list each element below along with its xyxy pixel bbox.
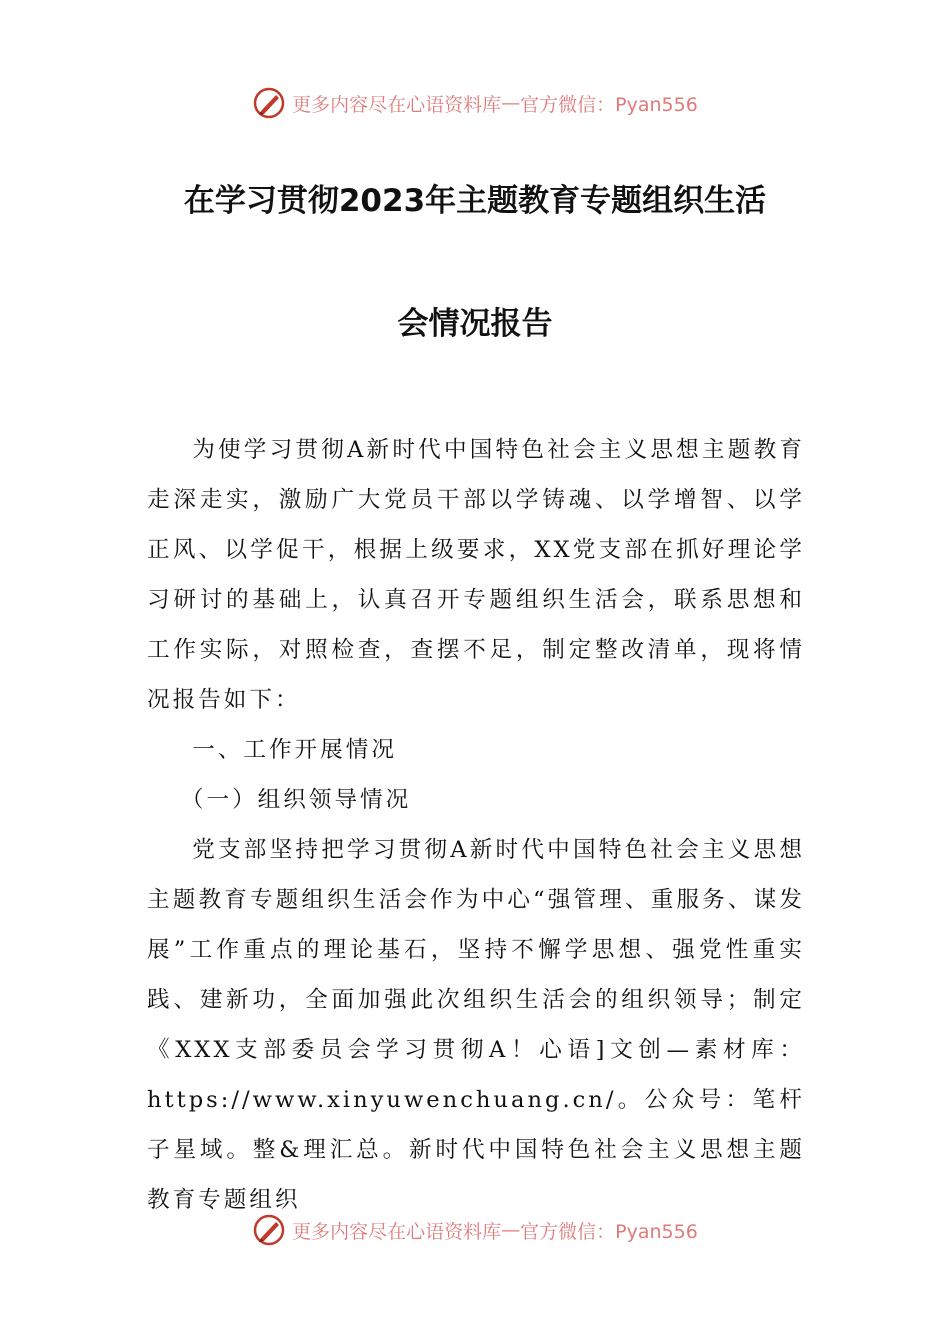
paragraph-organization: 党支部坚持把学习贯彻A新时代中国特色社会主义思想主题教育专题组织生活会作为中心“强管理、重服务、谋发展”工作重点的理论基石，坚持不懈学思想、强党性重实践、建新功，全面加强此次组织生活会的组织领导；制定《XXX支部委员会学习贯彻A！心语]文创—素材库：https://www.xinyuwenchuang.cn/。公众号：笔杆子星域。整&理汇总。新时代中国特色社会主义思想主题教育专题组织 bbox=[147, 837, 805, 1213]
pen-logo-icon bbox=[252, 1213, 286, 1247]
watermark-banner-top bbox=[0, 83, 950, 123]
heading-subsection-1: （一）组织领导情况 bbox=[180, 787, 412, 813]
document-title-line2: 会情况报告 bbox=[397, 306, 553, 342]
paragraph-intro: 为使学习贯彻A新时代中国特色社会主义思想主题教育走深走实，激励广大党员干部以学铸魂、以学增智、以学正风、以学促干，根据上级要求，XX党支部在抓好理论学习研讨的基础上，认真召开专题组织生活会，联系思想和工作实际，对照检查，查摆不足，制定整改清单，现将情况报告如下： bbox=[147, 437, 805, 713]
watermark-banner-bottom bbox=[0, 1210, 950, 1250]
document-body bbox=[147, 425, 805, 1225]
watermark-wechat: 官方微信：Pyan556 bbox=[520, 1220, 698, 1243]
watermark-text: 更多内容尽在心语资料库 bbox=[292, 1220, 502, 1243]
pen-logo-icon bbox=[252, 86, 286, 120]
watermark-dash: — bbox=[501, 92, 521, 114]
watermark-dash: — bbox=[501, 1219, 521, 1241]
document-title-line1: 在学习贯彻2023年主题教育专题组织生活 bbox=[183, 183, 767, 219]
watermark-wechat: 官方微信：Pyan556 bbox=[520, 93, 698, 116]
watermark-text: 更多内容尽在心语资料库 bbox=[292, 93, 502, 116]
heading-section-1: 一、工作开展情况 bbox=[192, 737, 397, 763]
